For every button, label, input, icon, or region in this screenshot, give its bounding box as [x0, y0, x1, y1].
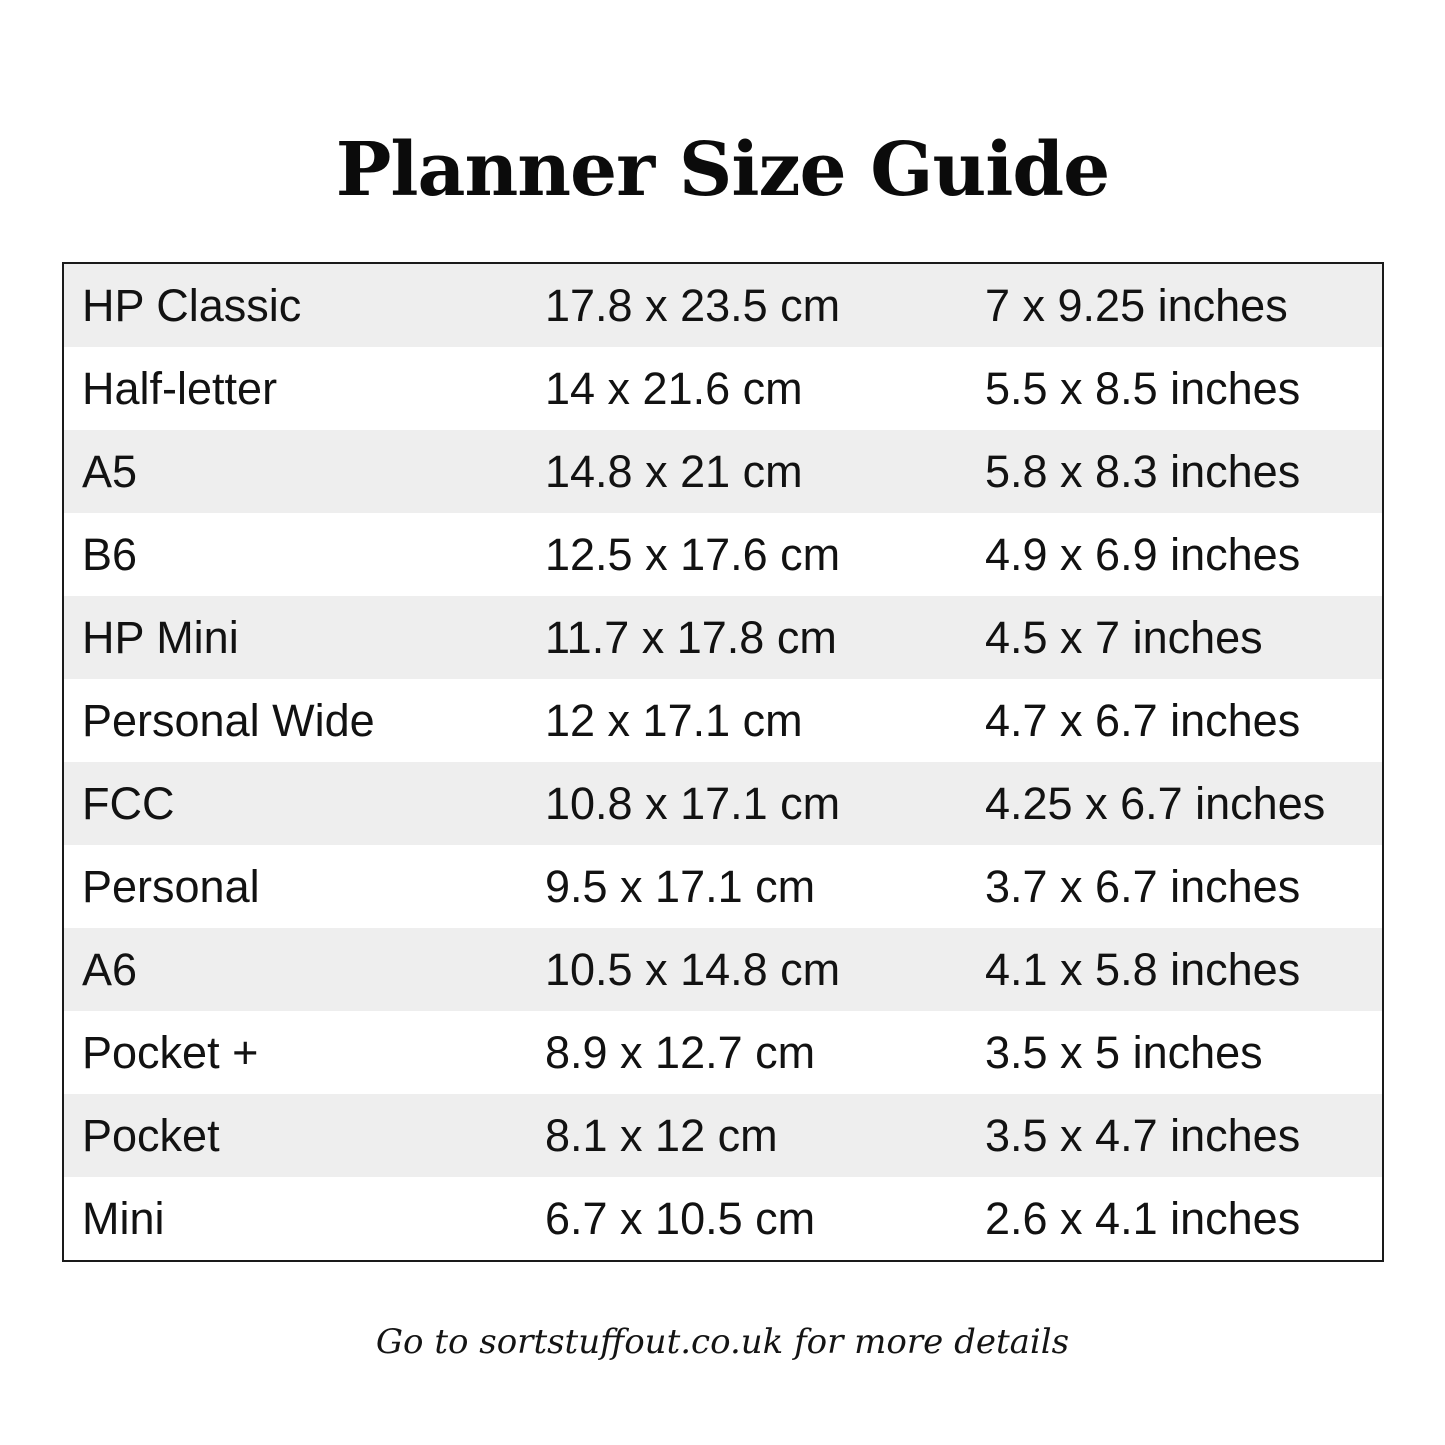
cell-planner-name: Half-letter — [64, 347, 527, 430]
cell-size-cm: 8.9 x 12.7 cm — [527, 1011, 967, 1094]
page-title: Planner Size Guide — [335, 127, 1110, 213]
table-row — [64, 845, 1382, 928]
cell-size-inches: 4.7 x 6.7 inches — [967, 679, 1382, 762]
table-row — [64, 1094, 1382, 1177]
cell-planner-name: HP Mini — [64, 596, 527, 679]
cell-size-inches: 3.5 x 4.7 inches — [967, 1094, 1382, 1177]
table-row — [64, 513, 1382, 596]
cell-size-cm: 17.8 x 23.5 cm — [527, 264, 967, 347]
table-row — [64, 347, 1382, 430]
cell-size-cm: 8.1 x 12 cm — [527, 1094, 967, 1177]
cell-planner-name: Personal — [64, 845, 527, 928]
cell-size-inches: 7 x 9.25 inches — [967, 264, 1382, 347]
cell-size-inches: 4.9 x 6.9 inches — [967, 513, 1382, 596]
cell-size-cm: 10.5 x 14.8 cm — [527, 928, 967, 1011]
table-row — [64, 1011, 1382, 1094]
cell-planner-name: Mini — [64, 1177, 527, 1260]
cell-size-inches: 2.6 x 4.1 inches — [967, 1177, 1382, 1260]
size-table-container — [62, 262, 1384, 1262]
cell-planner-name: FCC — [64, 762, 527, 845]
cell-planner-name: HP Classic — [64, 264, 527, 347]
cell-size-inches: 5.5 x 8.5 inches — [967, 347, 1382, 430]
cell-planner-name: A5 — [64, 430, 527, 513]
cell-planner-name: Pocket + — [64, 1011, 527, 1094]
cell-size-cm: 12 x 17.1 cm — [527, 679, 967, 762]
table-row — [64, 596, 1382, 679]
footer-note: Go to sortstuffout.co.uk for more details — [375, 1322, 1070, 1362]
cell-planner-name: B6 — [64, 513, 527, 596]
cell-size-cm: 14.8 x 21 cm — [527, 430, 967, 513]
cell-planner-name: A6 — [64, 928, 527, 1011]
cell-size-cm: 10.8 x 17.1 cm — [527, 762, 967, 845]
cell-size-inches: 4.5 x 7 inches — [967, 596, 1382, 679]
cell-size-inches: 5.8 x 8.3 inches — [967, 430, 1382, 513]
table-row — [64, 264, 1382, 347]
cell-size-inches: 4.1 x 5.8 inches — [967, 928, 1382, 1011]
size-table-body — [64, 264, 1382, 1260]
cell-size-cm: 11.7 x 17.8 cm — [527, 596, 967, 679]
cell-planner-name: Personal Wide — [64, 679, 527, 762]
cell-size-cm: 12.5 x 17.6 cm — [527, 513, 967, 596]
table-row — [64, 762, 1382, 845]
cell-size-inches: 3.7 x 6.7 inches — [967, 845, 1382, 928]
size-table — [64, 264, 1382, 1260]
cell-size-inches: 4.25 x 6.7 inches — [967, 762, 1382, 845]
cell-size-cm: 14 x 21.6 cm — [527, 347, 967, 430]
table-row — [64, 1177, 1382, 1260]
cell-size-inches: 3.5 x 5 inches — [967, 1011, 1382, 1094]
cell-size-cm: 9.5 x 17.1 cm — [527, 845, 967, 928]
table-row — [64, 928, 1382, 1011]
table-row — [64, 430, 1382, 513]
table-row — [64, 679, 1382, 762]
cell-size-cm: 6.7 x 10.5 cm — [527, 1177, 967, 1260]
cell-planner-name: Pocket — [64, 1094, 527, 1177]
